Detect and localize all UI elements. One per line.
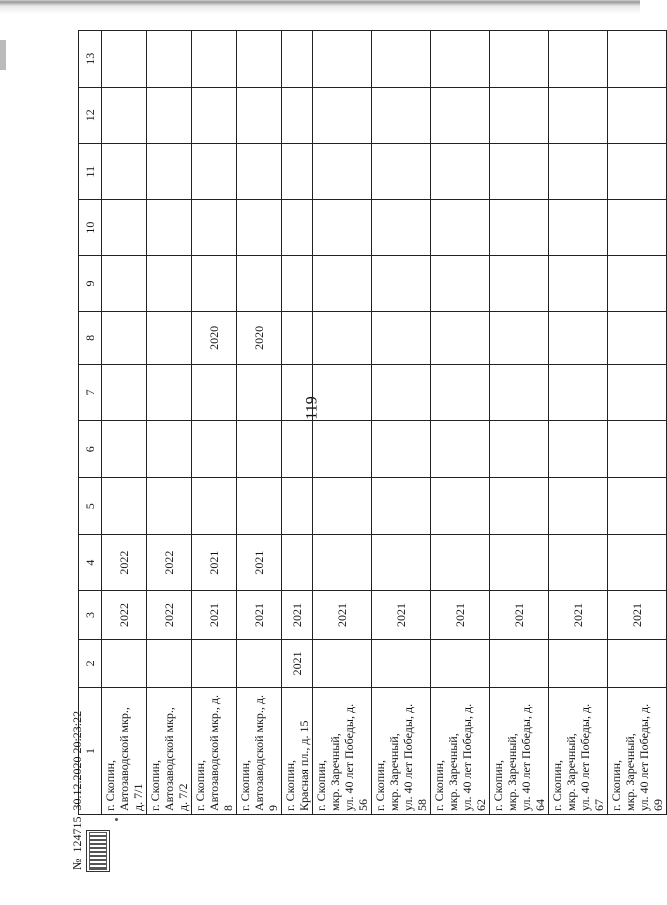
address-line: г. Скопин, bbox=[550, 759, 564, 811]
year-cell-col-12 bbox=[608, 87, 667, 143]
year-cell-col-13 bbox=[313, 31, 372, 88]
year-cell-col-10 bbox=[549, 200, 608, 255]
year-cell-col-11 bbox=[431, 143, 490, 199]
electronic-stamp bbox=[86, 830, 110, 872]
year-cell-col-6 bbox=[490, 421, 549, 478]
year-cell-col-11 bbox=[549, 143, 608, 199]
year-cell-col-8 bbox=[490, 312, 549, 364]
year-cell-col-4: 2021 bbox=[192, 534, 237, 590]
year-cell-col-7 bbox=[608, 364, 667, 420]
address-line: Автозаводской мкр., bbox=[117, 707, 131, 811]
table-row bbox=[192, 31, 237, 815]
stamp-pattern-icon bbox=[89, 832, 107, 870]
year-cell-col-7 bbox=[102, 364, 147, 420]
address-line: г. Скопин, bbox=[283, 759, 297, 811]
year-cell-col-9 bbox=[608, 255, 667, 311]
year-cell-col-9 bbox=[431, 255, 490, 311]
year-cell-col-9 bbox=[102, 255, 147, 311]
year-cell-col-10 bbox=[313, 200, 372, 255]
year-cell-col-3: 2021 bbox=[237, 591, 282, 639]
year-cell-col-2 bbox=[313, 639, 372, 687]
table-row bbox=[431, 31, 490, 815]
year-cell-col-11 bbox=[237, 143, 282, 199]
year-cell-col-9 bbox=[147, 255, 192, 311]
address-line: г. Скопин, bbox=[432, 759, 446, 811]
year-cell-col-3: 2021 bbox=[313, 591, 372, 639]
year-cell-col-13 bbox=[549, 31, 608, 88]
address-cell bbox=[102, 688, 147, 815]
address-cell bbox=[372, 688, 431, 815]
year-cell-col-9 bbox=[313, 255, 372, 311]
year-cell-col-2 bbox=[608, 639, 667, 687]
year-cell-col-11 bbox=[102, 143, 147, 199]
address-cell bbox=[192, 688, 237, 815]
address-line: мкр. Заречный, bbox=[623, 733, 637, 811]
year-cell-col-5 bbox=[313, 478, 372, 534]
year-cell-col-8 bbox=[372, 312, 431, 364]
year-cell-col-4 bbox=[490, 534, 549, 590]
year-cell-col-13 bbox=[431, 31, 490, 88]
year-cell-col-6 bbox=[282, 421, 313, 478]
document-id: 124715 bbox=[70, 816, 84, 853]
year-cell-col-11 bbox=[490, 143, 549, 199]
year-cell-col-8 bbox=[147, 312, 192, 364]
column-header-8: 8 bbox=[79, 312, 102, 364]
year-cell-col-7 bbox=[431, 364, 490, 420]
year-cell-col-3: 2022 bbox=[102, 591, 147, 639]
year-cell-col-7 bbox=[192, 364, 237, 420]
year-cell-col-13 bbox=[282, 31, 313, 88]
year-cell-col-2 bbox=[192, 639, 237, 687]
address-line: мкр. Заречный, bbox=[446, 733, 460, 811]
year-cell-col-7 bbox=[549, 364, 608, 420]
year-cell-col-3: 2021 bbox=[431, 591, 490, 639]
column-header-12: 12 bbox=[79, 87, 102, 143]
year-cell-col-10 bbox=[608, 200, 667, 255]
table-container bbox=[78, 30, 665, 815]
year-cell-col-11 bbox=[608, 143, 667, 199]
column-header-10: 10 bbox=[79, 200, 102, 255]
year-cell-col-12 bbox=[372, 87, 431, 143]
year-cell-col-7 bbox=[282, 364, 313, 420]
address-line: ул. 40 лет Победы, д. 67 bbox=[578, 703, 606, 811]
address-cell bbox=[549, 688, 608, 815]
address-line: г. Скопин, bbox=[609, 759, 623, 811]
year-cell-col-8 bbox=[549, 312, 608, 364]
table-header-row bbox=[79, 31, 102, 815]
year-cell-col-3: 2021 bbox=[490, 591, 549, 639]
year-cell-col-13 bbox=[372, 31, 431, 88]
year-cell-col-8 bbox=[608, 312, 667, 364]
column-header-2: 2 bbox=[79, 639, 102, 687]
address-line: мкр. Заречный, bbox=[564, 733, 578, 811]
year-cell-col-10 bbox=[147, 200, 192, 255]
year-cell-col-13 bbox=[237, 31, 282, 88]
year-cell-col-4 bbox=[549, 534, 608, 590]
year-cell-col-5 bbox=[282, 478, 313, 534]
table-body bbox=[102, 31, 667, 815]
year-cell-col-8 bbox=[431, 312, 490, 364]
table-row bbox=[147, 31, 192, 815]
year-cell-col-12 bbox=[431, 87, 490, 143]
year-cell-col-13 bbox=[102, 31, 147, 88]
document-timestamp: 30.12.2020 20:23:22 bbox=[70, 710, 84, 811]
column-header-9: 9 bbox=[79, 255, 102, 311]
address-line: мкр. Заречный, bbox=[505, 733, 519, 811]
year-cell-col-10 bbox=[282, 200, 313, 255]
year-cell-col-10 bbox=[372, 200, 431, 255]
year-cell-col-3: 2021 bbox=[372, 591, 431, 639]
address-line: Автозаводской мкр., д. 8 bbox=[207, 694, 235, 811]
year-cell-col-4 bbox=[608, 534, 667, 590]
column-header-7: 7 bbox=[79, 364, 102, 420]
year-cell-col-3: 2021 bbox=[192, 591, 237, 639]
year-cell-col-10 bbox=[490, 200, 549, 255]
address-cell bbox=[237, 688, 282, 815]
address-line: Автозаводской мкр., д. 9 bbox=[252, 694, 280, 811]
address-line: д. 7/2 bbox=[176, 783, 190, 811]
year-cell-col-6 bbox=[147, 421, 192, 478]
year-cell-col-5 bbox=[147, 478, 192, 534]
year-cell-col-4 bbox=[372, 534, 431, 590]
year-cell-col-5 bbox=[102, 478, 147, 534]
table-row bbox=[237, 31, 282, 815]
address-cell bbox=[608, 688, 667, 815]
year-cell-col-5 bbox=[490, 478, 549, 534]
address-cell bbox=[431, 688, 490, 815]
year-cell-col-6 bbox=[313, 421, 372, 478]
column-header-6: 6 bbox=[79, 421, 102, 478]
year-cell-col-12 bbox=[102, 87, 147, 143]
year-cell-col-10 bbox=[431, 200, 490, 255]
scan-speck bbox=[115, 818, 118, 821]
year-cell-col-9 bbox=[372, 255, 431, 311]
year-cell-col-7 bbox=[313, 364, 372, 420]
year-cell-col-6 bbox=[102, 421, 147, 478]
address-line: мкр. Заречный, bbox=[387, 733, 401, 811]
year-cell-col-12 bbox=[192, 87, 237, 143]
address-cell bbox=[313, 688, 372, 815]
year-cell-col-4 bbox=[313, 534, 372, 590]
table-row bbox=[549, 31, 608, 815]
year-cell-col-11 bbox=[192, 143, 237, 199]
year-cell-col-9 bbox=[192, 255, 237, 311]
year-cell-col-4 bbox=[431, 534, 490, 590]
year-cell-col-2 bbox=[372, 639, 431, 687]
address-cell bbox=[147, 688, 192, 815]
year-cell-col-13 bbox=[608, 31, 667, 88]
column-header-4: 4 bbox=[79, 534, 102, 590]
year-cell-col-6 bbox=[549, 421, 608, 478]
year-cell-col-13 bbox=[192, 31, 237, 88]
year-cell-col-10 bbox=[192, 200, 237, 255]
column-header-3: 3 bbox=[79, 591, 102, 639]
address-cell bbox=[490, 688, 549, 815]
year-cell-col-13 bbox=[490, 31, 549, 88]
year-cell-col-12 bbox=[313, 87, 372, 143]
year-cell-col-4: 2021 bbox=[237, 534, 282, 590]
column-header-13: 13 bbox=[79, 31, 102, 88]
year-cell-col-4: 2022 bbox=[147, 534, 192, 590]
year-cell-col-4: 2022 bbox=[102, 534, 147, 590]
year-cell-col-7 bbox=[372, 364, 431, 420]
table-row bbox=[372, 31, 431, 815]
column-header-5: 5 bbox=[79, 478, 102, 534]
year-cell-col-8 bbox=[102, 312, 147, 364]
year-cell-col-11 bbox=[147, 143, 192, 199]
year-cell-col-12 bbox=[237, 87, 282, 143]
year-cell-col-9 bbox=[237, 255, 282, 311]
year-cell-col-8: 2020 bbox=[237, 312, 282, 364]
year-cell-col-12 bbox=[147, 87, 192, 143]
table-row bbox=[490, 31, 549, 815]
year-cell-col-2 bbox=[549, 639, 608, 687]
address-line: г. Скопин, bbox=[238, 759, 252, 811]
year-cell-col-7 bbox=[490, 364, 549, 420]
year-cell-col-2 bbox=[102, 639, 147, 687]
address-line: ул. 40 лет Победы, д. 69 bbox=[637, 703, 665, 811]
year-cell-col-2 bbox=[237, 639, 282, 687]
year-cell-col-3: 2021 bbox=[608, 591, 667, 639]
year-cell-col-9 bbox=[549, 255, 608, 311]
table-row bbox=[608, 31, 667, 815]
scan-left-mark bbox=[0, 40, 6, 70]
address-cell bbox=[282, 688, 313, 815]
address-line: г. Скопин, bbox=[491, 759, 505, 811]
address-line: г. Скопин, bbox=[373, 759, 387, 811]
document-number-mark: № bbox=[70, 858, 84, 870]
address-line: г. Скопин, bbox=[193, 759, 207, 811]
document-footer bbox=[70, 711, 85, 870]
year-cell-col-8 bbox=[313, 312, 372, 364]
address-line: мкр. Заречный, bbox=[328, 733, 342, 811]
year-cell-col-5 bbox=[608, 478, 667, 534]
page-number: 119 bbox=[303, 396, 321, 420]
year-cell-col-9 bbox=[490, 255, 549, 311]
year-cell-col-6 bbox=[192, 421, 237, 478]
year-cell-col-6 bbox=[608, 421, 667, 478]
data-table bbox=[78, 30, 667, 815]
column-header-1: 1 bbox=[79, 688, 102, 815]
table-row bbox=[313, 31, 372, 815]
year-cell-col-5 bbox=[192, 478, 237, 534]
year-cell-col-9 bbox=[282, 255, 313, 311]
year-cell-col-2: 2021 bbox=[282, 639, 313, 687]
year-cell-col-11 bbox=[313, 143, 372, 199]
year-cell-col-4 bbox=[282, 534, 313, 590]
year-cell-col-2 bbox=[431, 639, 490, 687]
year-cell-col-10 bbox=[237, 200, 282, 255]
year-cell-col-10 bbox=[102, 200, 147, 255]
year-cell-col-8: 2020 bbox=[192, 312, 237, 364]
year-cell-col-5 bbox=[549, 478, 608, 534]
year-cell-col-6 bbox=[431, 421, 490, 478]
year-cell-col-7 bbox=[147, 364, 192, 420]
table-row bbox=[102, 31, 147, 815]
address-line: г. Скопин, bbox=[148, 759, 162, 811]
address-line: ул. 40 лет Победы, д. 64 bbox=[519, 703, 547, 811]
year-cell-col-12 bbox=[282, 87, 313, 143]
address-line: ул. 40 лет Победы, д. 58 bbox=[401, 703, 429, 811]
year-cell-col-5 bbox=[431, 478, 490, 534]
address-line: г. Скопин, bbox=[314, 759, 328, 811]
address-line: д. 7/1 bbox=[131, 783, 145, 811]
year-cell-col-6 bbox=[372, 421, 431, 478]
column-header-11: 11 bbox=[79, 143, 102, 199]
table-row bbox=[282, 31, 313, 815]
year-cell-col-5 bbox=[372, 478, 431, 534]
year-cell-col-13 bbox=[147, 31, 192, 88]
year-cell-col-3: 2022 bbox=[147, 591, 192, 639]
address-line: Автозаводской мкр., bbox=[162, 707, 176, 811]
address-line: Красная пл., д. 15 bbox=[297, 720, 311, 811]
year-cell-col-2 bbox=[490, 639, 549, 687]
year-cell-col-3: 2021 bbox=[282, 591, 313, 639]
year-cell-col-11 bbox=[282, 143, 313, 199]
year-cell-col-5 bbox=[237, 478, 282, 534]
year-cell-col-12 bbox=[549, 87, 608, 143]
year-cell-col-3: 2021 bbox=[549, 591, 608, 639]
year-cell-col-12 bbox=[490, 87, 549, 143]
address-line: г. Скопин, bbox=[103, 759, 117, 811]
year-cell-col-7 bbox=[237, 364, 282, 420]
year-cell-col-11 bbox=[372, 143, 431, 199]
year-cell-col-6 bbox=[237, 421, 282, 478]
address-line: ул. 40 лет Победы, д. 62 bbox=[460, 703, 488, 811]
year-cell-col-2 bbox=[147, 639, 192, 687]
year-cell-col-8 bbox=[282, 312, 313, 364]
scan-top-edge bbox=[0, 0, 640, 14]
address-line: ул. 40 лет Победы, д. 56 bbox=[342, 703, 370, 811]
